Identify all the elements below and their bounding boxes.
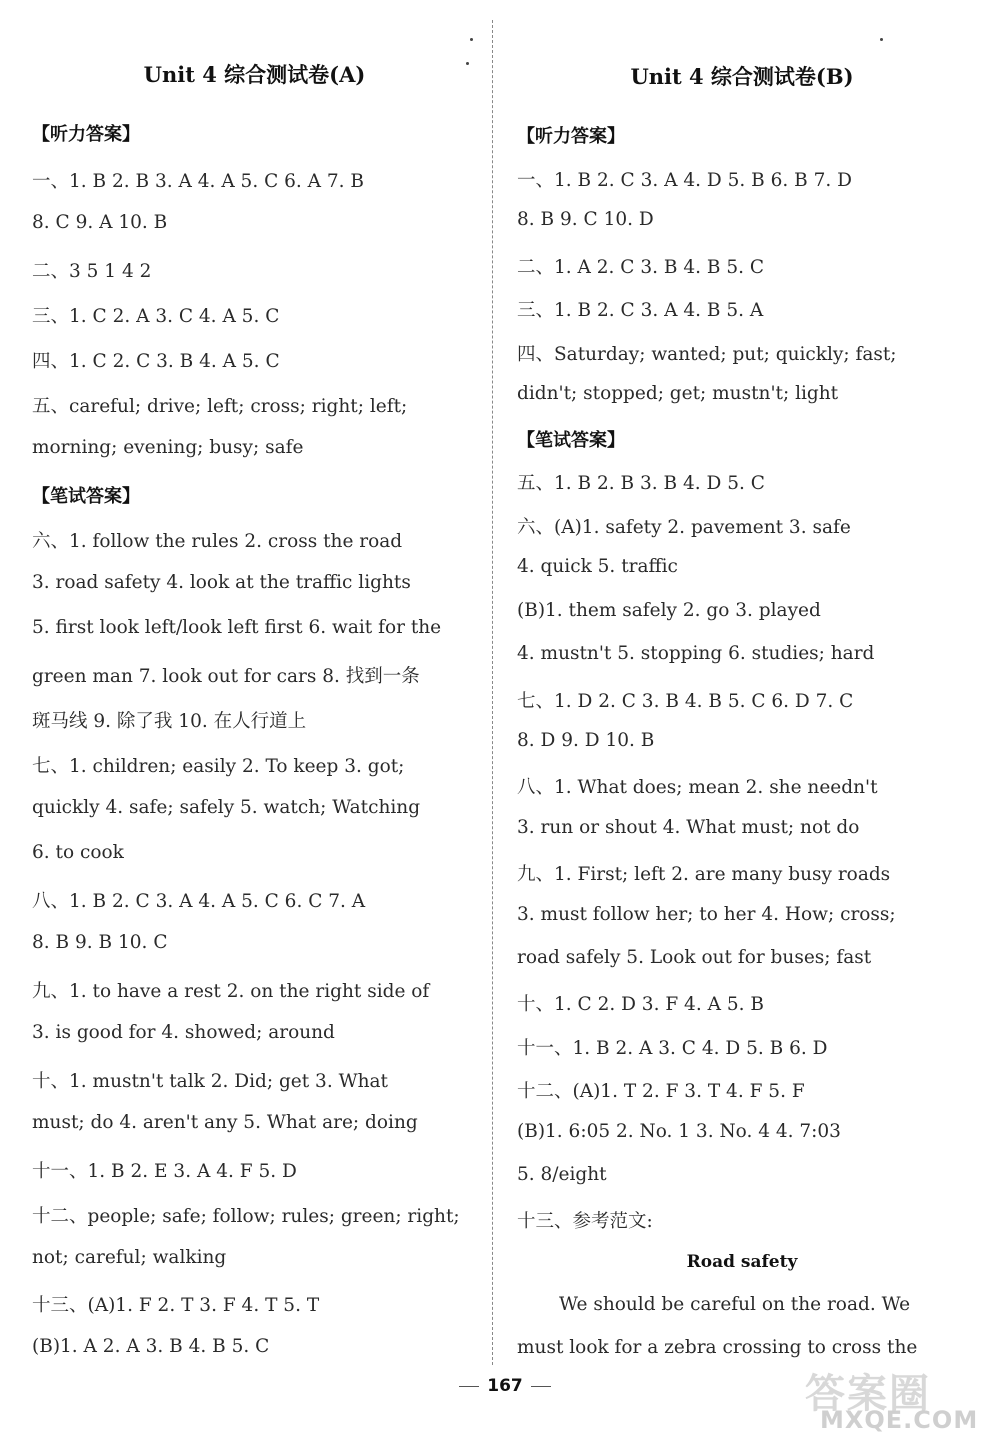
left-line: green man 7. look out for cars 8. 找到一条	[32, 666, 420, 687]
essay-line: must look for a zebra crossing to cross the	[517, 1337, 918, 1358]
left-line: must; do 4. aren't any 5. What are; doing	[32, 1112, 418, 1133]
left-line: 8. B 9. B 10. C	[32, 932, 168, 953]
right-line: 8. B 9. C 10. D	[517, 209, 654, 230]
left-line: 【笔试答案】	[32, 486, 140, 507]
right-line: didn't; stopped; get; mustn't; light	[517, 383, 839, 404]
right-line: 五、1. B 2. B 3. B 4. D 5. C	[517, 473, 765, 494]
right-line: 3. must follow her; to her 4. How; cross;	[517, 904, 896, 925]
right-line: 四、Saturday; wanted; put; quickly; fast;	[517, 344, 897, 365]
column-divider	[492, 20, 493, 1365]
right-line: 【听力答案】	[517, 126, 625, 147]
left-line: 二、3 5 1 4 2	[32, 261, 152, 282]
right-line: 5. 8/eight	[517, 1164, 607, 1185]
watermark-url: MXQE.COM	[820, 1406, 979, 1434]
left-line: 十、1. mustn't talk 2. Did; get 3. What	[32, 1071, 388, 1092]
left-line: 十二、people; safe; follow; rules; green; right;	[32, 1206, 460, 1227]
right-line: 十三、参考范文:	[517, 1211, 653, 1232]
right-title: Unit 4 综合测试卷(B)	[630, 64, 854, 89]
right-line: 八、1. What does; mean 2. she needn't	[517, 777, 878, 798]
print-speck	[880, 38, 883, 41]
right-line: (B)1. them safely 2. go 3. played	[517, 600, 821, 621]
left-line: 五、careful; drive; left; cross; right; left;	[32, 396, 408, 417]
right-line: 十二、(A)1. T 2. F 3. T 4. F 5. F	[517, 1081, 805, 1102]
left-line: not; careful; walking	[32, 1247, 227, 1268]
left-line: 六、1. follow the rules 2. cross the road	[32, 531, 403, 552]
right-line: 4. mustn't 5. stopping 6. studies; hard	[517, 643, 875, 664]
right-line: 一、1. B 2. C 3. A 4. D 5. B 6. B 7. D	[517, 170, 852, 191]
right-line: 九、1. First; left 2. are many busy roads	[517, 864, 891, 885]
left-line: 斑马线 9. 除了我 10. 在人行道上	[32, 711, 307, 732]
right-line: 4. quick 5. traffic	[517, 556, 678, 577]
right-line: (B)1. 6:05 2. No. 1 3. No. 4 4. 7:03	[517, 1121, 841, 1142]
left-line: 3. road safety 4. look at the traffic lights	[32, 572, 411, 593]
left-line: 四、1. C 2. C 3. B 4. A 5. C	[32, 351, 280, 372]
right-line: 【笔试答案】	[517, 430, 625, 451]
left-line: 三、1. C 2. A 3. C 4. A 5. C	[32, 306, 280, 327]
right-line: 8. D 9. D 10. B	[517, 730, 655, 751]
left-line: 3. is good for 4. showed; around	[32, 1022, 335, 1043]
right-line: 十一、1. B 2. A 3. C 4. D 5. B 6. D	[517, 1038, 828, 1059]
right-line: 七、1. D 2. C 3. B 4. B 5. C 6. D 7. C	[517, 691, 854, 712]
right-line: 六、(A)1. safety 2. pavement 3. safe	[517, 517, 851, 538]
right-line: road safely 5. Look out for buses; fast	[517, 947, 872, 968]
left-line: 七、1. children; easily 2. To keep 3. got;	[32, 756, 405, 777]
left-line: 5. first look left/look left first 6. wait for the	[32, 617, 442, 638]
left-line: 8. C 9. A 10. B	[32, 212, 168, 233]
left-line: morning; evening; busy; safe	[32, 437, 304, 458]
left-line: (B)1. A 2. A 3. B 4. B 5. C	[32, 1336, 270, 1357]
left-line: 6. to cook	[32, 842, 124, 863]
left-line: 十三、(A)1. F 2. T 3. F 4. T 5. T	[32, 1295, 320, 1316]
print-speck	[470, 38, 473, 41]
left-line: quickly 4. safe; safely 5. watch; Watching	[32, 797, 421, 818]
essay-title: Road safety	[686, 1252, 798, 1272]
right-line: 二、1. A 2. C 3. B 4. B 5. C	[517, 257, 765, 278]
left-line: 八、1. B 2. C 3. A 4. A 5. C 6. C 7. A	[32, 891, 366, 912]
left-line: 一、1. B 2. B 3. A 4. A 5. C 6. A 7. B	[32, 171, 365, 192]
right-line: 三、1. B 2. C 3. A 4. B 5. A	[517, 300, 764, 321]
watermark-logo: 答案圈	[805, 1371, 931, 1417]
left-line: 十一、1. B 2. E 3. A 4. F 5. D	[32, 1161, 297, 1182]
right-line: 3. run or shout 4. What must; not do	[517, 817, 860, 838]
essay-line: We should be careful on the road. We	[559, 1294, 911, 1315]
left-line: 九、1. to have a rest 2. on the right side of	[32, 981, 430, 1002]
page-number: 167	[440, 1376, 570, 1396]
right-line: 十、1. C 2. D 3. F 4. A 5. B	[517, 994, 764, 1015]
left-title: Unit 4 综合测试卷(A)	[143, 62, 366, 87]
left-line: 【听力答案】	[32, 124, 140, 145]
